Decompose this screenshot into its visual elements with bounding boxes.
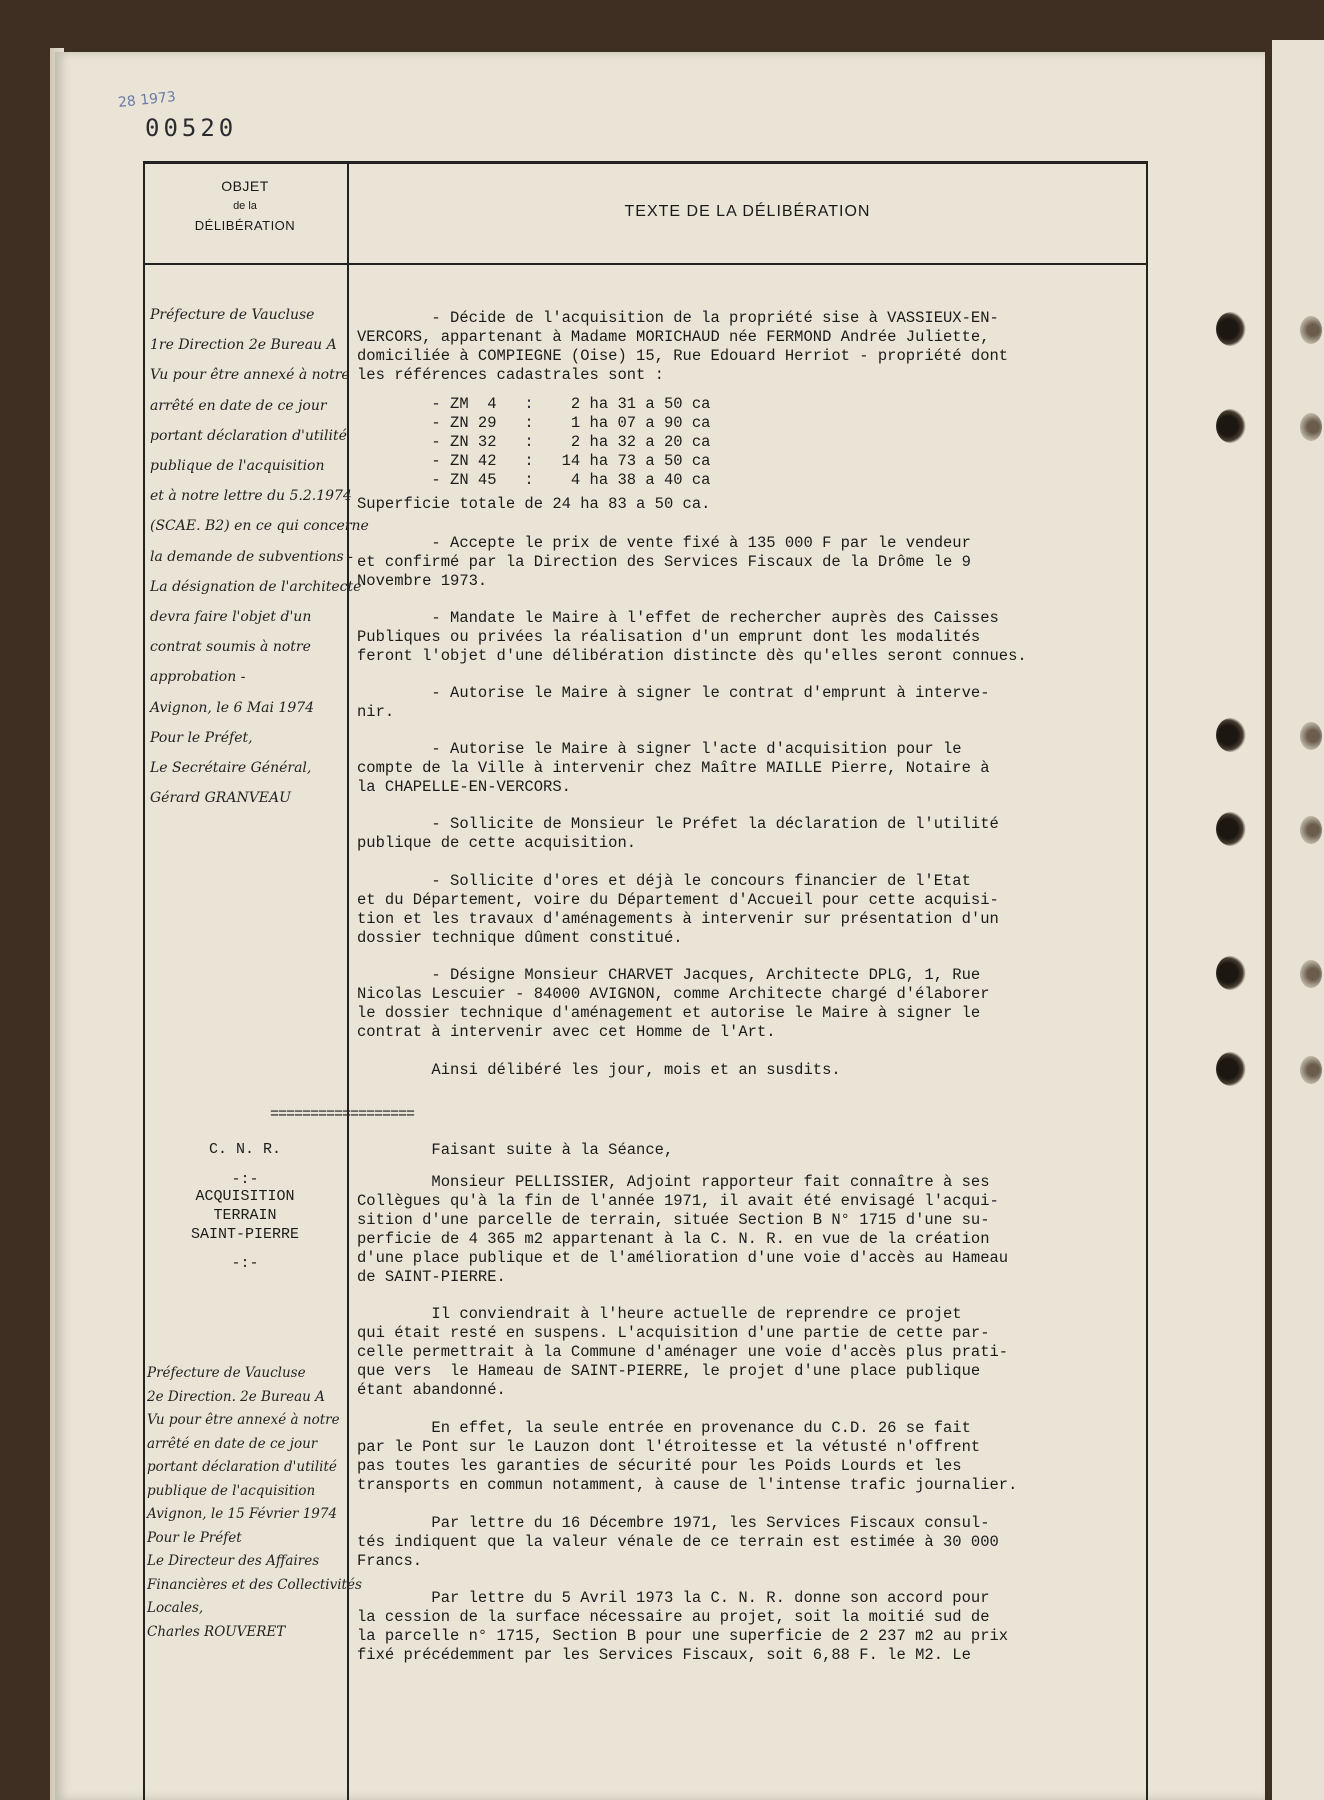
deliberation-1-p8: - Désigne Monsieur CHARVET Jacques, Architecte DPLG, 1, Rue Nicolas Lescuier - 84000 AVIGNON, comme Architecte chargé d'élaborer le dossier technique d'aménagement et autorise le Maire à signer le contrat à intervenir avec cet Homme de l'Art.	[357, 966, 990, 1041]
margin-note-line: devra faire l'objet d'un	[150, 609, 312, 626]
separator-rule: ==================	[270, 1106, 415, 1123]
objet-2-line4: TERRAIN	[213, 1207, 277, 1224]
deliberation-2-p6: Par lettre du 5 Avril 1973 la C. N. R. donne son accord pour la cession de la surface nécessaire au projet, soit la moitié sud de la parcelle n° 1715, Section B pour une superficie de 2 237 m2 au prix fixé précédemment par les Services Fiscaux, soit 6,88 F. le M2. Le	[357, 1589, 1009, 1664]
cadastral-parcel-line: - ZM 4 : 2 ha 31 a 50 ca	[357, 395, 711, 413]
deliberation-1-parcels	[357, 395, 1147, 490]
binder-hole	[1216, 312, 1246, 346]
margin-note-line: publique de l'acquisition	[150, 458, 325, 475]
margin-note-line: contrat soumis à notre	[150, 639, 311, 656]
objet-2-line2: -:-	[231, 1171, 259, 1188]
binder-hole	[1300, 316, 1322, 344]
binder-hole	[1216, 812, 1246, 846]
table-top-border	[143, 161, 1147, 164]
margin-note-line: portant déclaration d'utilité	[147, 1459, 337, 1475]
margin-note-line: (SCAE. B2) en ce qui concerne	[150, 518, 369, 535]
margin-note-line: La désignation de l'architecte	[150, 578, 362, 595]
binder-hole	[1216, 409, 1246, 443]
margin-note-line: approbation -	[150, 669, 246, 686]
deliberation-2-p4: En effet, la seule entrée en provenance du C.D. 26 se fait par le Pont sur le Lauzon dont l'étroitesse et la vétusté n'offrent pas toutes les garanties de sécurité pour les Poids Lourds et les transports en commun notamment, à cause de l'intense trafic journalier.	[357, 1419, 1018, 1494]
margin-note-line: Avignon, le 15 Février 1974	[147, 1506, 338, 1522]
binder-hole	[1300, 722, 1322, 750]
margin-note-line: 2e Direction. 2e Bureau A	[147, 1388, 325, 1405]
deliberation-2-p1: Faisant suite à la Séance,	[357, 1141, 674, 1159]
deliberation-1-p6: - Sollicite de Monsieur le Préfet la déclaration de l'utilité publique de cette acquisition.	[357, 815, 999, 852]
margin-note-line: Pour le Préfet,	[150, 729, 253, 746]
margin-note-line: Le Secrétaire Général,	[150, 760, 312, 777]
header-objet-line2: de la	[233, 200, 257, 212]
binder-hole	[1300, 413, 1322, 441]
cadastral-parcel-line: - ZN 29 : 1 ha 07 a 90 ca	[357, 414, 711, 432]
deliberation-1-total: Superficie totale de 24 ha 83 a 50 ca.	[357, 495, 711, 513]
binder-hole	[1216, 956, 1246, 990]
margin-note-line: la demande de subventions -	[150, 548, 353, 565]
margin-note-line: Préfecture de Vaucluse	[150, 307, 315, 323]
binder-hole	[1300, 816, 1322, 844]
margin-note-line: Avignon, le 6 Mai 1974	[150, 699, 315, 716]
margin-note-line: et à notre lettre du 5.2.1974	[150, 488, 352, 505]
header-objet	[145, 178, 345, 233]
margin-note-line: Locales,	[147, 1600, 204, 1616]
margin-note-line: Préfecture de Vaucluse	[147, 1365, 306, 1381]
binder-hole	[1300, 960, 1322, 988]
stamp-number: 00520	[145, 114, 238, 142]
binder-hole	[1216, 718, 1246, 752]
deliberation-1-p7: - Sollicite d'ores et déjà le concours financier de l'Etat et du Département, voire du Département d'Accueil pour cette acquisi- tion et les travaux d'aménagements à intervenir sur présentation d'un dossier technique dûment constitué.	[357, 872, 999, 947]
margin-note-line: Pour le Préfet	[147, 1529, 242, 1546]
margin-note-prefecture-2	[147, 1362, 362, 1644]
margin-note-line: arrêté en date de ce jour	[150, 397, 327, 414]
deliberation-1-p4: - Autorise le Maire à signer le contrat d'emprunt à interve- nir.	[357, 684, 990, 721]
deliberation-1-p1: - Décide de l'acquisition de la propriété sise à VASSIEUX-EN- VERCORS, appartenant à Madame MORICHAUD née FERMOND Andrée Juliette, domiciliée à COMPIEGNE (Oise) 15, Rue Edouard Herriot - propriété dont les références cadastrales sont :	[357, 309, 1009, 384]
deliberation-1-p3: - Mandate le Maire à l'effet de rechercher auprès des Caisses Publiques ou privées la réalisation d'un emprunt dont les modalités feront l'objet d'une délibération distincte dès qu'elles seront connues.	[357, 609, 1027, 665]
objet-2-line6: -:-	[231, 1255, 259, 1272]
margin-note-line: Le Directeur des Affaires	[147, 1553, 320, 1569]
header-texte: TEXTE DE LA DÉLIBÉRATION	[624, 203, 871, 220]
facing-page-edge	[1272, 40, 1324, 1800]
binder-hole	[1216, 1052, 1246, 1086]
stamp-date: 28 1973	[117, 89, 177, 111]
margin-note-line: Vu pour être annexé à notre	[147, 1412, 340, 1428]
table-header-border	[143, 263, 1147, 265]
deliberation-1-p9: Ainsi délibéré les jour, mois et an susdits.	[357, 1061, 841, 1079]
table-left-border	[143, 161, 145, 1800]
margin-note-line: portant déclaration d'utilité	[150, 427, 347, 444]
cadastral-parcel-line: - ZN 45 : 4 ha 38 a 40 ca	[357, 471, 711, 489]
margin-note-line: Vu pour être annexé à notre	[150, 367, 350, 384]
margin-note-line: Gérard GRANVEAU	[150, 790, 291, 807]
cadastral-parcel-line: - ZN 42 : 14 ha 73 a 50 ca	[357, 452, 711, 470]
header-objet-line1: OBJET	[221, 178, 269, 194]
cadastral-parcel-line: - ZN 32 : 2 ha 32 a 20 ca	[357, 433, 711, 451]
margin-note-line: publique de l'acquisition	[147, 1482, 316, 1499]
deliberation-1-p2: - Accepte le prix de vente fixé à 135 000 F par le vendeur et confirmé par la Direction des Services Fiscaux de la Drôme le 9 Novembre 1973.	[357, 534, 971, 590]
deliberation-2-p2: Monsieur PELLISSIER, Adjoint rapporteur fait connaître à ses Collègues qu'à la fin de l'année 1971, il avait été envisagé l'acqui- sition d'une parcelle de terrain, située Section B N° 1715 d'une su- perficie de 4 365 m2 appartenant à la C. N. R. en vue de la création d'une place publique et de l'amélioration d'une voie d'accès au Hameau de SAINT-PIERRE.	[357, 1173, 1009, 1286]
deliberation-1-p5: - Autorise le Maire à signer l'acte d'acquisition pour le compte de la Ville à intervenir chez Maître MAILLE Pierre, Notaire à la CHAPELLE-EN-VERCORS.	[357, 740, 990, 796]
margin-note-prefecture-1	[150, 300, 369, 813]
objet-2-line5: SAINT-PIERRE	[190, 1226, 300, 1243]
objet-2-line1: C. N. R.	[208, 1141, 281, 1158]
margin-note-line: Financières et des Collectivités	[147, 1576, 362, 1593]
margin-note-line: Charles ROUVERET	[147, 1623, 286, 1640]
margin-note-line: 1re Direction 2e Bureau A	[150, 337, 337, 354]
deliberation-2-p3: Il conviendrait à l'heure actuelle de reprendre ce projet qui était resté en suspens. L'acquisition d'une partie de cette par- celle permettrait à la Commune d'aménager une voie d'accès plus prati- que vers le Hameau de SAINT-PIERRE, le projet d'une place publique étant abandonné.	[357, 1305, 1009, 1399]
binder-hole	[1300, 1056, 1322, 1084]
deliberation-2-p5: Par lettre du 16 Décembre 1971, les Services Fiscaux consul- tés indiquent que la valeur vénale de ce terrain est estimée à 30 000 Francs.	[357, 1514, 999, 1570]
margin-note-line: arrêté en date de ce jour	[147, 1435, 318, 1452]
objet-2-line3: ACQUISITION	[195, 1188, 295, 1205]
header-objet-line3: DÉLIBÉRATION	[194, 218, 296, 233]
